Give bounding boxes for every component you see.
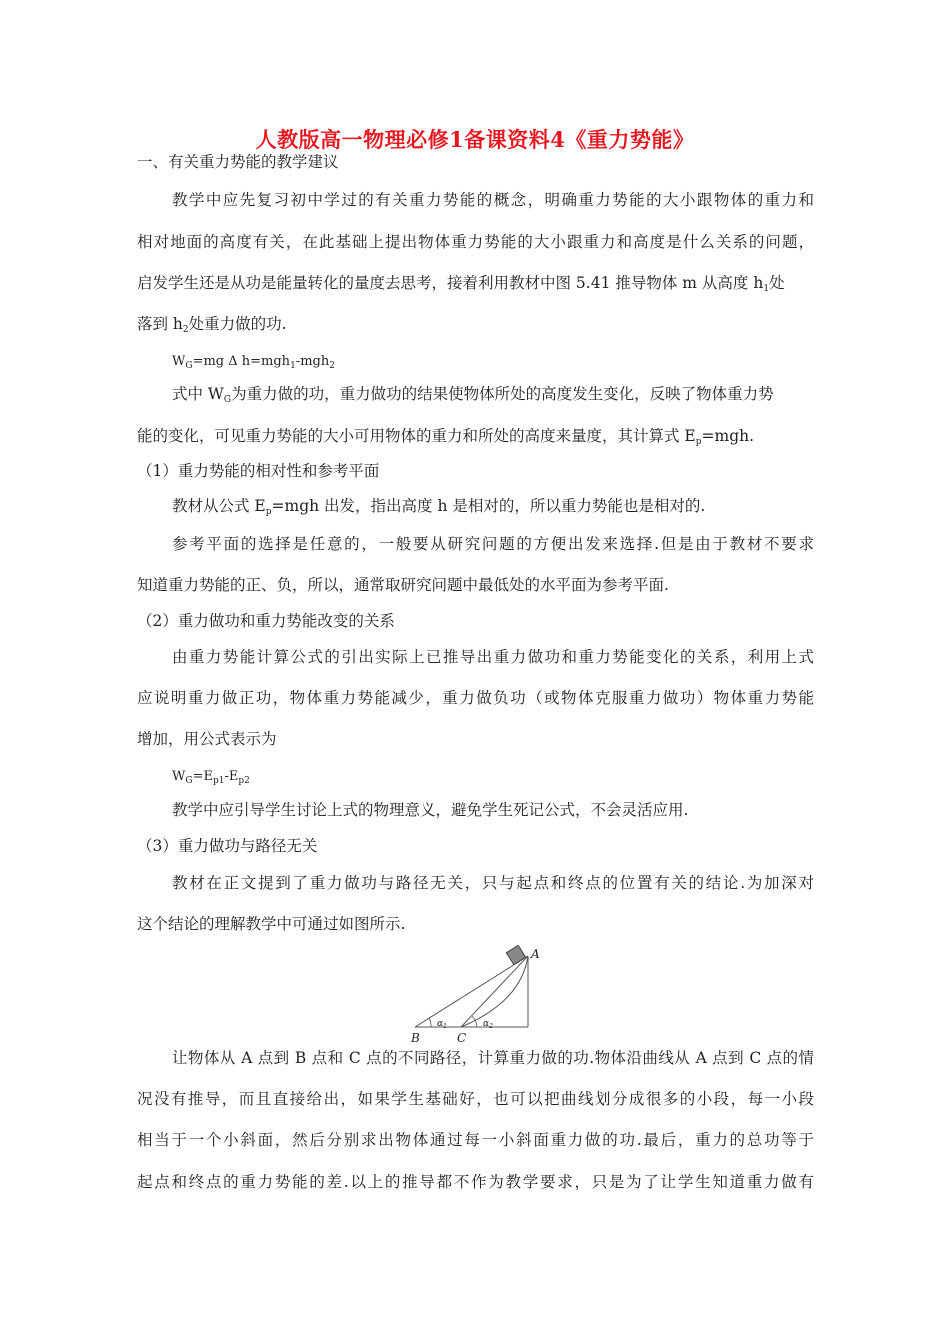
document-title: 人教版高一物理必修1备课资料4《重力势能》 bbox=[255, 127, 695, 152]
section-heading-1: 一、有关重力势能的教学建议 bbox=[137, 153, 339, 171]
paragraph-1-line-3: 启发学生还是从功是能量转化的量度去思考，接着利用教材中图 5.41 推导物体 m 从高度 $h_1$处 bbox=[137, 274, 785, 294]
paragraph-6: 教学中应引导学生讨论上式的物理意义，避免学生死记公式，不会灵活应用. bbox=[172, 801, 689, 819]
paragraph-3: 教材从公式 $E_p=mgh$ 出发，指出高度 h 是相对的，所以重力势能也是相对的. bbox=[172, 497, 706, 517]
subheading-1: （1）重力势能的相对性和参考平面 bbox=[137, 462, 380, 480]
label-a: A bbox=[531, 947, 540, 961]
paragraph-8-line-3: 相当于一个小斜面，然后分别求出物体通过每一小斜面重力做的功.最后，重力的总功等于 bbox=[137, 1131, 814, 1149]
incline-diagram bbox=[405, 942, 545, 1046]
paragraph-4-line-2: 知道重力势能的正、负，所以，通常取研究问题中最低处的水平面为参考平面. bbox=[137, 576, 669, 594]
paragraph-7-line-2: 这个结论的理解教学中可通过如图所示. bbox=[137, 915, 406, 933]
paragraph-5-line-1: 由重力势能计算公式的引出实际上已推导出重力做功和重力势能变化的关系，利用上式 bbox=[172, 648, 814, 666]
paragraph-8-line-2: 况没有推导，而且直接给出，如果学生基础好，也可以把曲线划分成很多的小段，每一小段 bbox=[137, 1090, 814, 1108]
paragraph-7-line-1: 教材在正文提到了重力做功与路径无关，只与起点和终点的位置有关的结论.为加深对 bbox=[172, 874, 814, 892]
paragraph-1-line-4: 落到 $h_2$处重力做的功. bbox=[137, 315, 287, 335]
angle-arc-1 bbox=[429, 1018, 431, 1027]
formula-work-gravity: $W_G=mg$ Δ h=mgh$_1$-mgh$_2$ bbox=[172, 354, 335, 371]
paragraph-1-line-2: 相对地面的高度有关，在此基础上提出物体重力势能的大小跟重力和高度是什么关系的问题， bbox=[137, 233, 814, 251]
paragraph-8-line-1: 让物体从 A 点到 B 点和 C 点的不同路径，计算重力做的功.物体沿曲线从 A 点到 C 点的情 bbox=[172, 1049, 814, 1067]
subheading-2: （2）重力做功和重力势能改变的关系 bbox=[137, 612, 395, 630]
subheading-3: （3）重力做功与路径无关 bbox=[137, 837, 318, 855]
paragraph-2-line-1: 式中 $W_G$为重力做的功，重力做功的结果使物体所处的高度发生变化，反映了物体重力势 bbox=[172, 385, 774, 405]
paragraph-8-line-4: 起点和终点的重力势能的差.以上的推导都不作为教学要求，只是为了让学生知道重力做有 bbox=[137, 1173, 814, 1191]
formula-work-energy: $W_G=E_{p1}-E_{p2}$ bbox=[172, 769, 250, 786]
paragraph-4-line-1: 参考平面的选择是任意的，一般要从研究问题的方便出发来选择.但是由于教材不要求 bbox=[172, 535, 814, 553]
paragraph-1-line-1: 教学中应先复习初中学过的有关重力势能的概念，明确重力势能的大小跟物体的重力和 bbox=[172, 191, 814, 209]
paragraph-5-line-2: 应说明重力做正功，物体重力势能减少，重力做负功（或物体克服重力做功）物体重力势能 bbox=[137, 689, 814, 707]
angle-alpha-2: $\alpha_2$ bbox=[483, 1019, 493, 1030]
paragraph-5-line-3: 增加，用公式表示为 bbox=[137, 730, 277, 748]
label-c: C bbox=[457, 1031, 467, 1045]
angle-alpha-1: $\alpha_1$ bbox=[437, 1019, 447, 1030]
paragraph-2-line-2: 能的变化，可见重力势能的大小可用物体的重力和所处的高度来量度，其计算式 $E_p=mgh$. bbox=[137, 427, 755, 447]
label-b: B bbox=[411, 1031, 420, 1045]
